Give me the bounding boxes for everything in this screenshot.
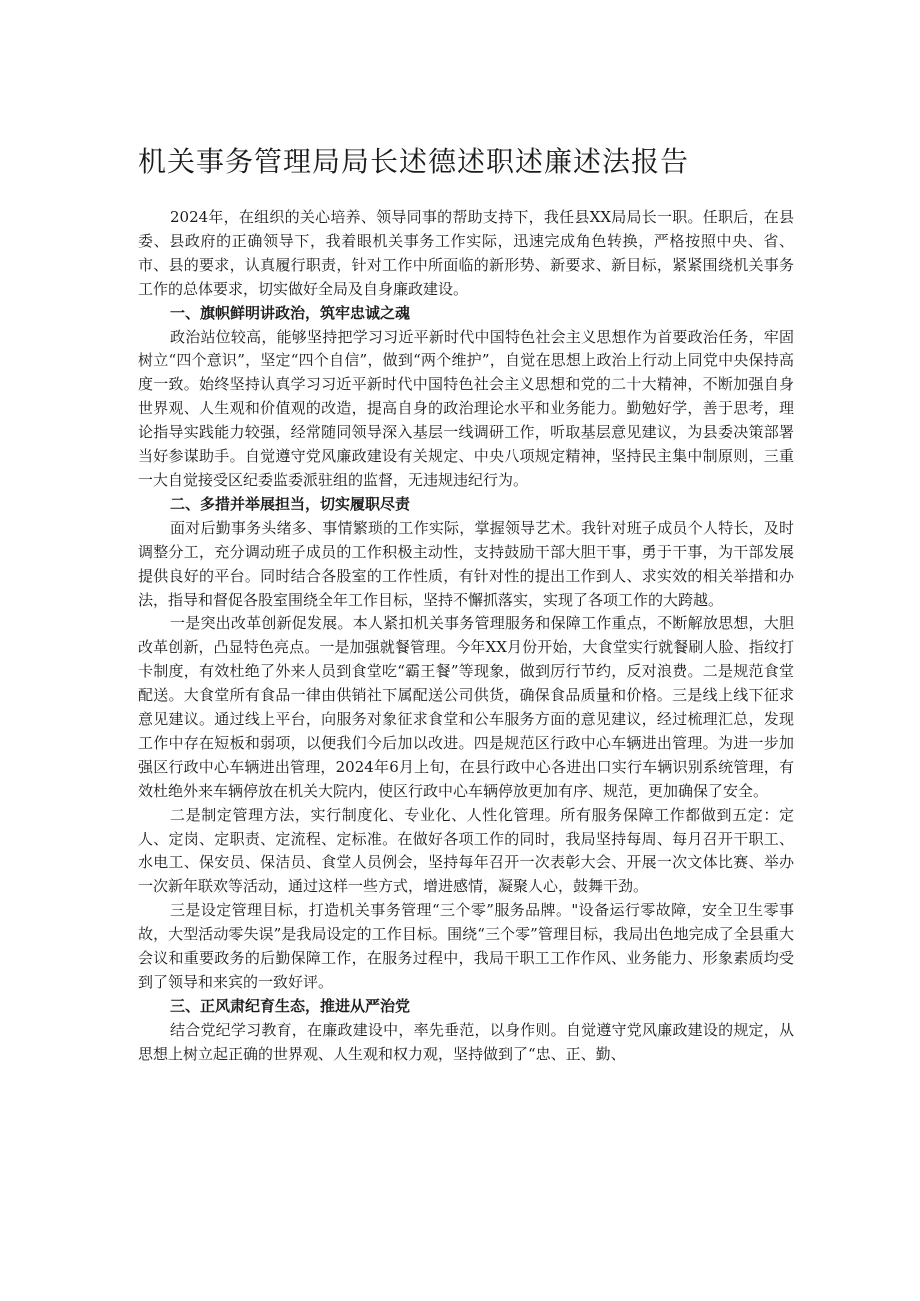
section-1-paragraph: 政治站位较高，能够坚持把学习习近平新时代中国特色社会主义思想作为首要政治任务，牢固树立“四个意识”，坚定“四个自信”，做到“两个维护”，自觉在思想上政治上行动上同党中央保持高度一致。始终坚持认真学习习近平新时代中国特色社会主义思想和党的二十大精神，不断加强自身世界观、人生观和价值观的改造，提高自身的政治理论水平和业务能力。勤勉好学，善于思考，理论指导实践能力较强，经常随同领导深入基层一线调研工作，听取基层意见建议，为县委决策部署当好参谋助手。自觉遵守党风廉政建设有关规定、中央八项规定精神，坚持民主集中制原则，三重一大自觉接受区纪委监委派驻组的监督，无违规违纪行为。 — [138, 327, 794, 489]
document-page — [138, 140, 794, 1067]
section-2-paragraph-2: 一是突出改革创新促发展。本人紧扣机关事务管理服务和保障工作重点，不断解放思想，大胆改革创新，凸显特色亮点。一是加强就餐管理。今年XX月份开始，大食堂实行就餐刷人脸、指纹打卡制度，有效杜绝了外来人员到食堂吃“霸王餐”等现象，做到厉行节约，反对浪费。二是规范食堂配送。大食堂所有食品一律由供销社下属配送公司供货，确保食品质量和价格。三是线上线下征求意见建议。通过线上平台，向服务对象征求食堂和公车服务方面的意见建议，经过梳理汇总，发现工作中存在短板和弱项，以便我们今后加以改进。四是规范区行政中心车辆进出管理。为进一步加强区行政中心车辆进出管理，2024年6月上旬，在县行政中心各进出口实行车辆识别系统管理，有效杜绝外来车辆停放在机关大院内，使区行政中心车辆停放更加有序、规范，更加确保了安全。 — [138, 614, 794, 800]
document-title: 机关事务管理局局长述德述职述廉述法报告 — [138, 145, 690, 178]
section-2-paragraph-4: 三是设定管理目标，打造机关事务管理“三个零”服务品牌。"设备运行零故障，安全卫生零事故，大型活动零失误”是我局设定的工作目标。围绕“三个零”管理目标，我局出色地完成了全县重大会议和重要政务的后勤保障工作，在服务过程中，我局干职工工作作风、业务能力、形象素质均受到了领导和来宾的一致好评。 — [138, 901, 794, 991]
section-3-paragraph: 结合党纪学习教育，在廉政建设中，率先垂范，以身作则。自觉遵守党风廉政建设的规定，从思想上树立起正确的世界观、人生观和权力观，坚持做到了“忠、正、勤、 — [138, 1020, 794, 1063]
section-2-paragraph-1: 面对后勤事务头绪多、事情繁琐的工作实际，掌握领导艺术。我针对班子成员个人特长，及时调整分工，充分调动班子成员的工作积极主动性，支持鼓励干部大胆干事，勇于干事，为干部发展提供良好的平台。同时结合各股室的工作性质，有针对性的提出工作到人、求实效的相关举措和办法，指导和督促各股室围绕全年工作目标，坚持不懈抓落实，实现了各项工作的大跨越。 — [138, 518, 794, 609]
intro-paragraph: 2024年，在组织的关心培养、领导同事的帮助支持下，我任县XX局局长一职。任职后，在县委、县政府的正确领导下，我着眼机关事务工作实际，迅速完成角色转换，严格按照中央、省、市、县的要求，认真履行职责，针对工作中所面临的新形势、新要求、新目标，紧紧围绕机关事务工作的总体要求，切实做好全局及自身廉政建设。 — [138, 208, 794, 298]
section-3-heading: 三、正风肃纪育生态，推进从严治党 — [170, 996, 411, 1015]
section-2-paragraph-3: 二是制定管理方法，实行制度化、专业化、人性化管理。所有服务保障工作都做到五定：定人、定岗、定职责、定流程、定标准。在做好各项工作的同时，我局坚持每周、每月召开干职工、水电工、保安员、保洁员、食堂人员例会，坚持每年召开一次表彰大会、开展一次文体比赛、举办一次新年联欢等活动，通过这样一些方式，增进感情，凝聚人心，鼓舞干劲。 — [138, 805, 794, 896]
section-1-heading: 一、旗帜鲜明讲政治，筑牢忠诚之魂 — [170, 303, 411, 322]
section-2-heading: 二、多措并举展担当，切实履职尽责 — [170, 494, 411, 513]
